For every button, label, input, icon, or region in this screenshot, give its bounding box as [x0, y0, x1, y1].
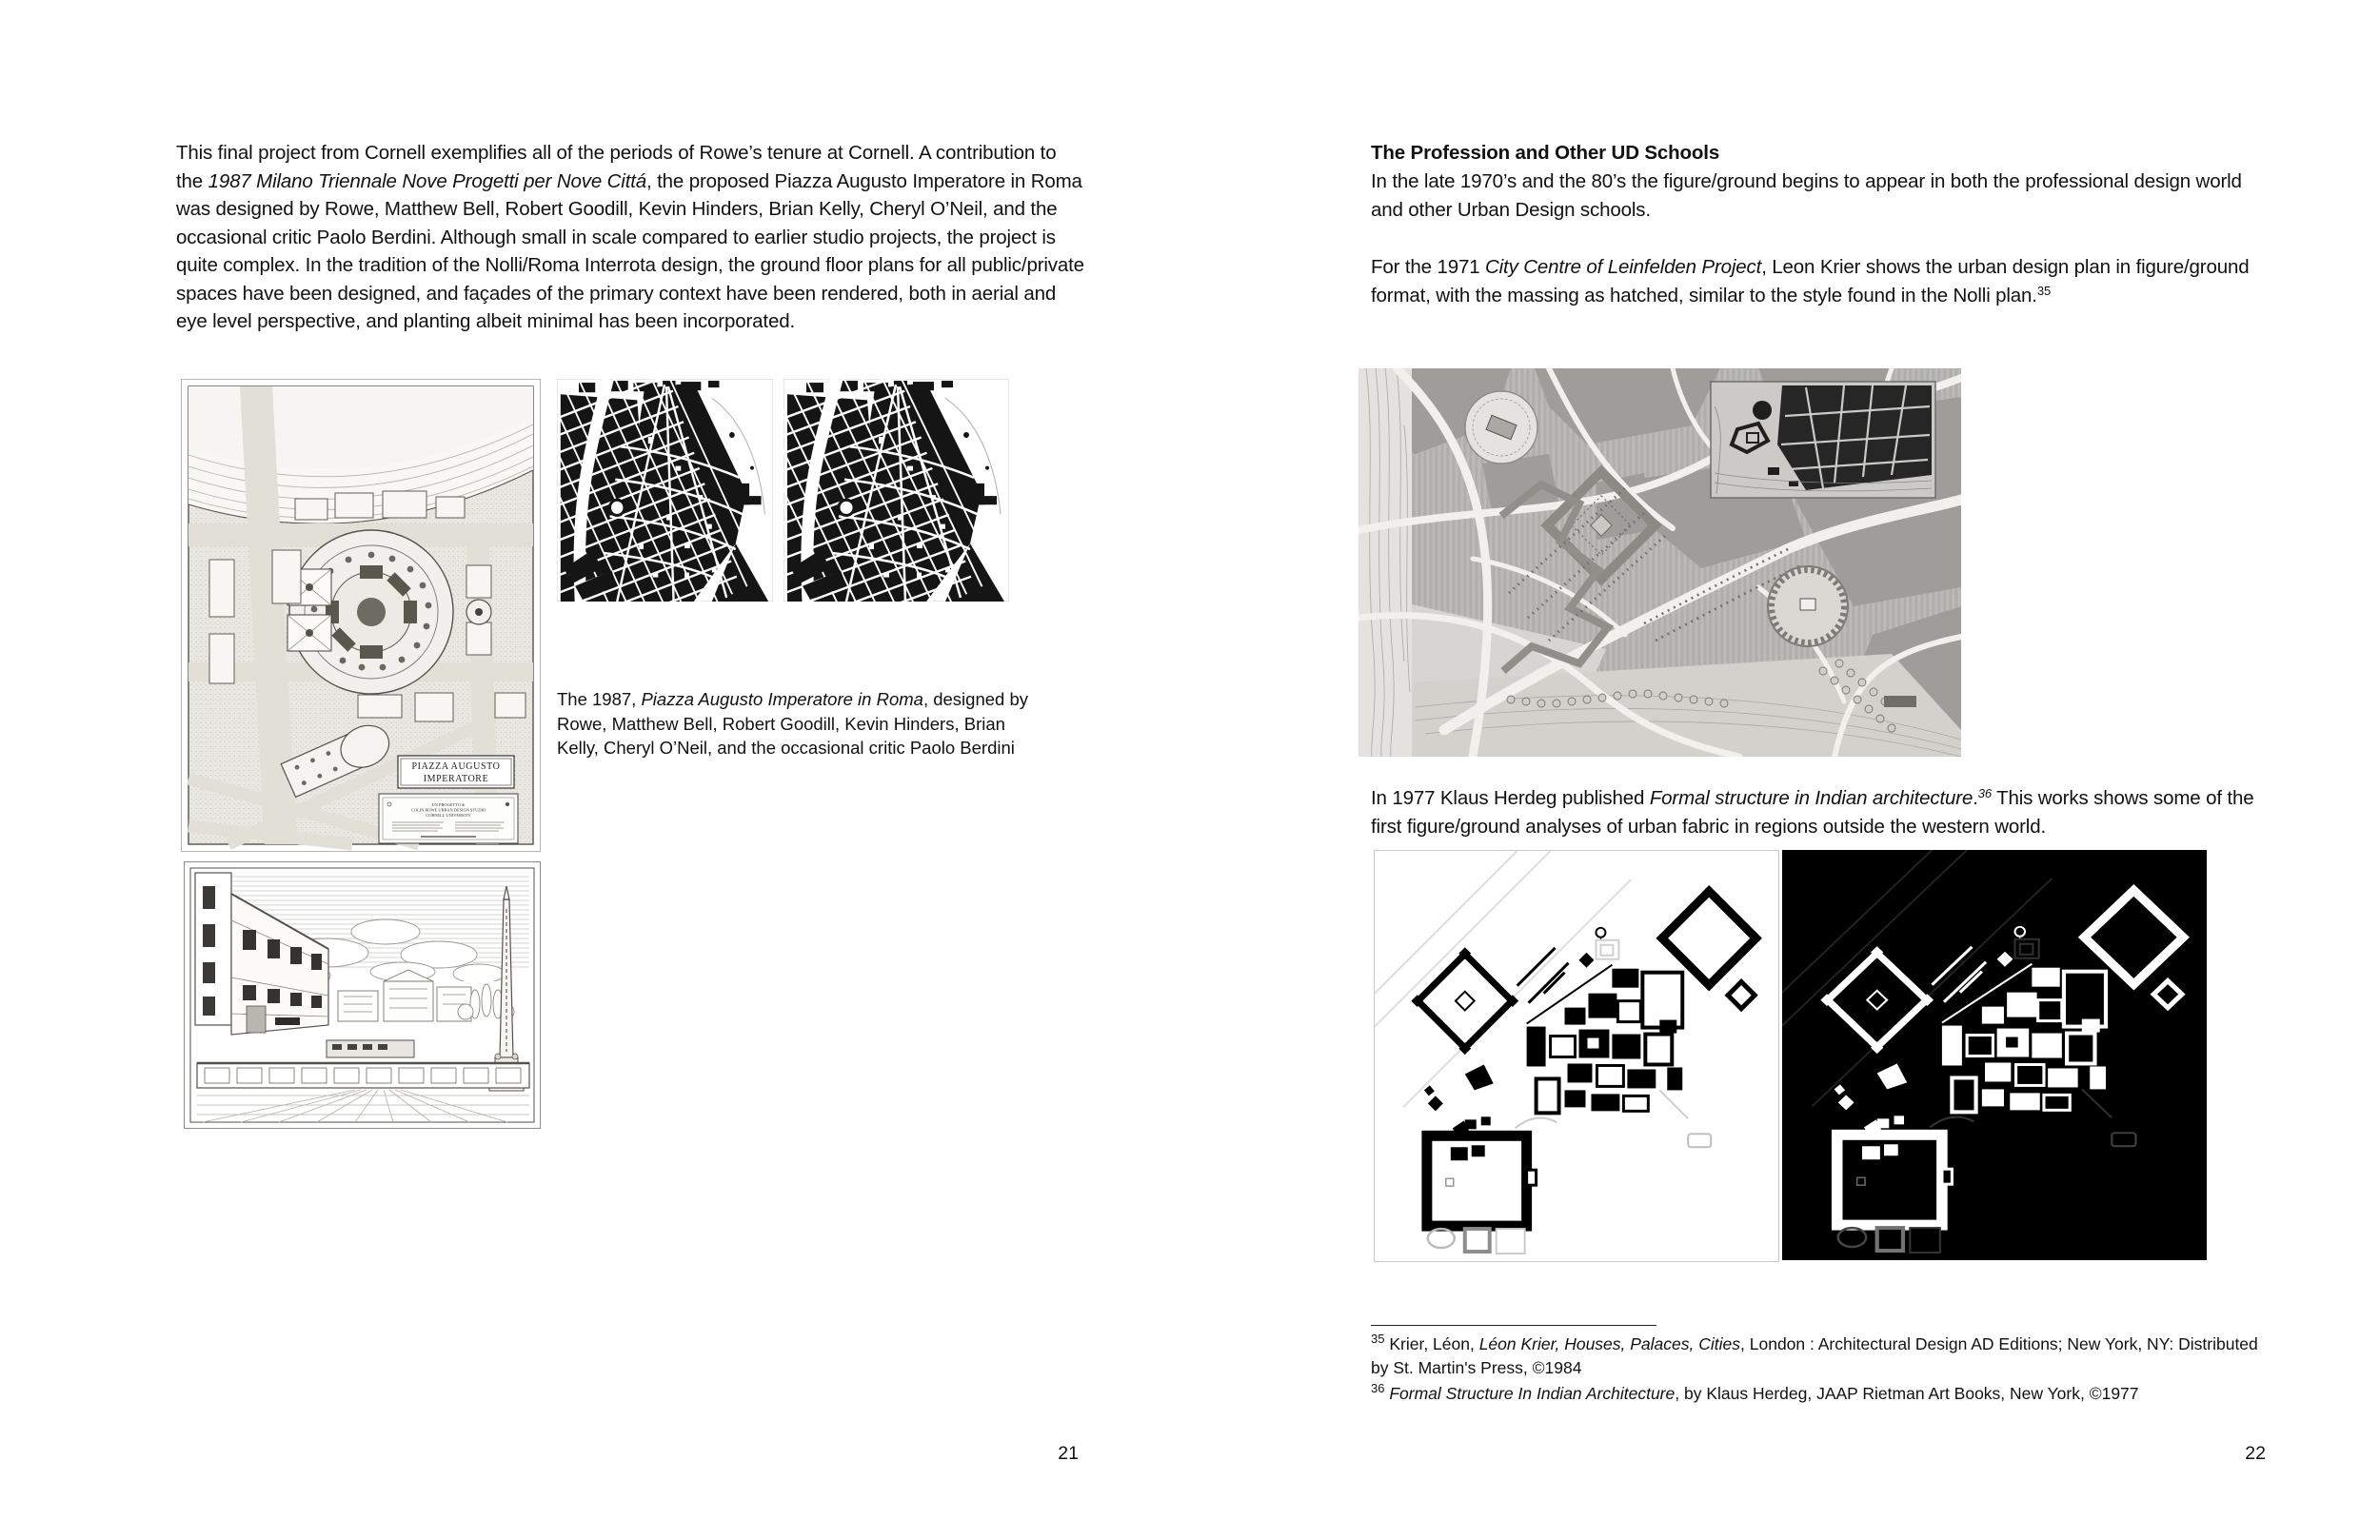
piazza-caption	[557, 687, 1041, 760]
left-paragraph	[176, 139, 1088, 336]
caption-italic-title: Piazza Augusto Imperatore in Roma	[641, 689, 923, 709]
rome-figure-ground-right-image	[783, 379, 1009, 602]
herdeg-figure-ground-black-image	[1782, 850, 2207, 1260]
paragraph-italic-title: City Centre of Leinfelden Project	[1485, 256, 1762, 278]
page-number-right: 22	[2245, 1443, 2266, 1464]
footnote-reference-35: 35	[2036, 283, 2052, 298]
footnote-36	[1371, 1382, 2280, 1406]
footnote-separator	[1371, 1325, 1656, 1326]
plan-title-line1: PIAZZA AUGUSTO	[411, 761, 501, 772]
right-paragraph-3	[1371, 784, 2283, 840]
footnote-35	[1371, 1333, 2280, 1380]
paragraph-italic-title: Formal structure in Indian architecture	[1649, 787, 1973, 809]
paragraph-text: , Leon Krier shows the urban design plan in figure/ground format, with the massing as hatched, similar to the style found in the Nolli plan.	[1371, 256, 2250, 306]
leinfelden-plan-image	[1359, 368, 1961, 757]
plan-subtitle3: CORNELL UNIVERSITY	[426, 813, 471, 818]
plan-subtitle1: UN PROGETTO di	[431, 802, 466, 807]
caption-text: The 1987,	[557, 689, 642, 709]
paragraph-text: .	[1973, 787, 1978, 809]
footnote-text: Krier, Léon,	[1384, 1334, 1479, 1353]
footnote-35-marker: 35	[1371, 1332, 1385, 1346]
paragraph-italic-title: 1987 Milano Triennale Nove Progetti per Nove Cittá	[208, 169, 647, 192]
page-number-left: 21	[1058, 1443, 1079, 1464]
plan-title-block	[379, 756, 518, 843]
footnote-italic-title: Formal Structure In Indian Architecture	[1389, 1384, 1676, 1403]
footnote-text: , by Klaus Herdeg, JAAP Rietman Art Books, New York, ©1977	[1675, 1384, 2139, 1403]
caption-text: , designed by Rowe, Matthew Bell, Robert Goodill, Kevin Hinders, Brian Kelly, Cheryl O’Neil, and the occasional critic Paolo Berdini	[557, 689, 1029, 758]
herdeg-figure-ground-white-image	[1374, 850, 1779, 1262]
rome-figure-ground-left-image	[557, 379, 773, 602]
footnote-text: , London : Architectural Design AD Editions; New York, NY: Distributed by St. Martin's Press, ©1984	[1371, 1334, 2258, 1377]
right-paragraph-1: In the late 1970’s and the 80’s the figure/ground begins to appear in both the professional design world and other Urban Design schools.	[1371, 170, 2242, 221]
paragraph-text: In 1977 Klaus Herdeg published	[1371, 787, 1650, 809]
right-paragraph-2	[1371, 253, 2275, 309]
paragraph-text: For the 1971	[1371, 256, 1485, 278]
piazza-augusto-plan-image	[181, 379, 541, 852]
footnote-italic-title: Léon Krier, Houses, Palaces, Cities	[1478, 1334, 1741, 1353]
right-heading: The Profession and Other UD Schools	[1371, 142, 1720, 164]
footnote-reference-36: 36	[1977, 786, 1992, 800]
plan-title-line2: IMPERATORE	[423, 774, 489, 784]
footnote-36-marker: 36	[1371, 1381, 1385, 1395]
paragraph-text: This works shows some of the first figure/ground analyses of urban fabric in regions outside the western world.	[1371, 787, 2254, 838]
paragraph-text: , the proposed Piazza Augusto Imperatore in Roma was designed by Rowe, Matthew Bell, Robert Goodill, Kevin Hinders, Brian Kelly, Cheryl O’Neil, and the occasional critic Paolo Berdini. Although small in scale compared to earlier studio projects, the project is quite complex. In the tradition of the Nolli/Roma Interrota design, the ground floor plans for all public/private spaces have been designed, and façades of the primary context have been rendered, both in aerial and eye level perspective, and planting albeit minimal has been incorporated.	[176, 169, 1084, 332]
plan-subtitle2: COLIN ROWE URBAN DESIGN STUDIO	[410, 807, 486, 813]
leinfelden-inset-map	[1711, 382, 1935, 498]
perspective-drawing-image	[184, 861, 541, 1129]
paragraph-text: This final project from Cornell exemplifies all of the periods of Rowe’s tenure at Cornell. A contribution to the	[176, 142, 1057, 192]
